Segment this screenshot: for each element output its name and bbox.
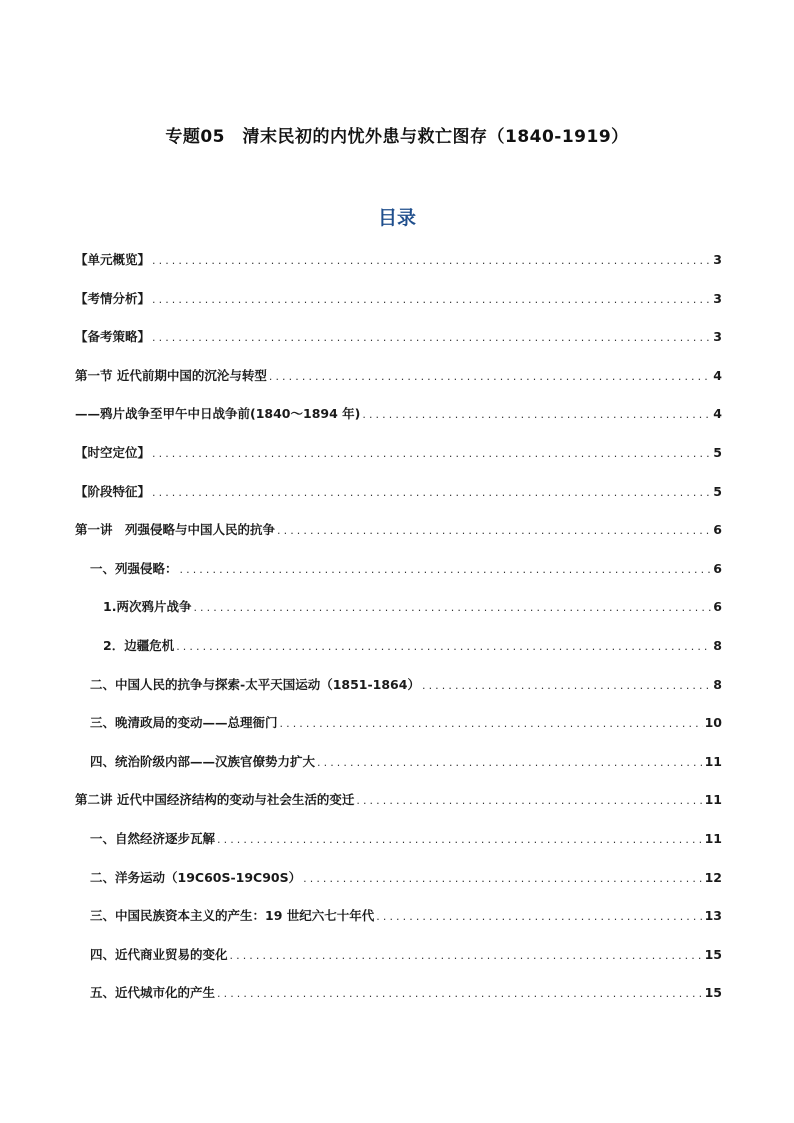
toc-entry-page: 10 [704,715,722,731]
toc-dot-leader [193,601,711,614]
toc-entry-label: 【单元概览】 [75,252,151,267]
toc-dot-leader [277,524,711,537]
toc-dot-leader [217,833,703,846]
toc-dot-leader [152,486,711,499]
toc-dot-leader [303,872,702,885]
toc-dot-leader [180,563,712,576]
toc-entry-lecture-2-part-4[interactable] [90,945,722,965]
toc-dot-leader [356,794,702,807]
toc-entry-page: 5 [713,445,722,460]
toc-entry-exam-strategy[interactable] [75,327,722,347]
toc-entry-label: 一、列强侵略： [90,560,178,576]
toc-entry-page: 4 [713,406,722,422]
toc-dot-leader [280,717,703,730]
toc-entry-label: 【阶段特征】 [75,483,151,499]
toc-entry-page: 3 [713,252,722,267]
toc-entry-label: 第二讲 近代中国经济结构的变动与社会生活的变迁 [75,792,355,808]
toc-dot-leader [176,640,711,653]
toc-dot-leader [152,447,711,460]
toc-entry-lecture-1-part-1[interactable] [90,559,722,579]
toc-dot-leader [362,408,711,421]
toc-dot-leader [422,679,711,692]
toc-entry-lecture-1-part-2[interactable] [90,675,722,695]
toc-entry-lecture-2-part-2[interactable] [90,868,722,888]
toc-entry-page: 3 [713,329,722,345]
toc-dot-leader [230,949,703,962]
toc-heading: 目录 [377,207,416,229]
toc-entry-lecture-2-part-5[interactable] [90,983,722,1003]
toc-entry-page: 13 [704,908,722,924]
toc-entry-unit-overview[interactable] [75,250,722,270]
toc-entry-lecture-1-part-3[interactable] [90,713,722,733]
toc-entry-label: 1.两次鸦片战争 [103,599,192,615]
toc-entry-lecture-2[interactable] [75,790,722,810]
toc-entry-page: 12 [704,869,722,885]
toc-entry-lecture-1[interactable] [75,520,722,540]
toc-entry-page: 4 [713,367,722,383]
toc-entry-page: 11 [704,831,722,846]
toc-entry-lecture-2-part-3[interactable] [90,906,722,926]
toc-entry-section-1[interactable] [75,366,722,386]
toc-entry-label: 四、近代商业贸易的变化 [90,946,228,962]
toc-entry-label: 第一讲 列强侵略与中国人民的抗争 [75,522,276,538]
toc-entry-section-1-subtitle[interactable] [75,404,722,424]
toc-entry-page: 3 [713,290,722,306]
toc-entry-label: ——鸦片战争至甲午中日战争前(1840～1894 年) [75,406,361,422]
toc-entry-page: 15 [704,985,722,1001]
toc-entry-stage-features[interactable] [75,482,722,502]
toc-dot-leader [152,331,711,344]
toc-entry-label: 四、统治阶级内部——汉族官僚势力扩大 [90,753,316,769]
toc-entry-page: 6 [713,599,722,615]
toc-entry-label: 三、晚清政局的变动——总理衙门 [90,715,278,731]
toc-entry-frontier-crisis[interactable] [103,636,722,656]
toc-entry-timeline[interactable] [75,443,722,463]
toc-entry-page: 6 [713,522,722,538]
toc-entry-page: 6 [713,560,722,576]
toc-dot-leader [152,293,711,306]
toc-entry-page: 5 [713,483,722,499]
toc-entry-lecture-2-part-1[interactable] [90,829,722,849]
toc-entry-lecture-1-part-4[interactable] [90,752,722,772]
toc-entry-page: 8 [713,638,722,653]
toc-entry-label: 一、自然经济逐步瓦解 [90,831,216,846]
toc-entry-page: 11 [704,753,722,769]
toc-entry-opium-wars[interactable] [103,597,722,617]
toc-entry-page: 11 [704,792,722,808]
toc-entry-label: 五、近代城市化的产生 [90,985,216,1001]
toc-entry-label: 2．边疆危机 [103,638,175,653]
toc-entry-label: 【时空定位】 [75,445,151,460]
toc-entry-label: 三、中国民族资本主义的产生：19 世纪六七十年代 [90,908,375,924]
toc-entry-label: 【考情分析】 [75,290,151,306]
toc-entry-label: 二、洋务运动（19C60S-19C90S） [90,869,302,885]
toc-dot-leader [217,987,703,1000]
toc-entry-page: 15 [704,946,722,962]
toc-dot-leader [376,910,702,923]
toc-dot-leader [152,254,711,267]
toc-dot-leader [317,756,703,769]
toc-entry-exam-analysis[interactable] [75,289,722,309]
toc-entry-label: 第一节 近代前期中国的沉沦与转型 [75,367,267,383]
toc-entry-label: 二、中国人民的抗争与探索-太平天国运动（1851-1864） [90,676,420,692]
toc-entry-label: 【备考策略】 [75,329,151,345]
toc-entry-page: 8 [713,676,722,692]
toc-dot-leader [269,370,711,383]
document-title: 专题05 清末民初的内忧外患与救亡图存（1840-1919） [165,127,629,147]
